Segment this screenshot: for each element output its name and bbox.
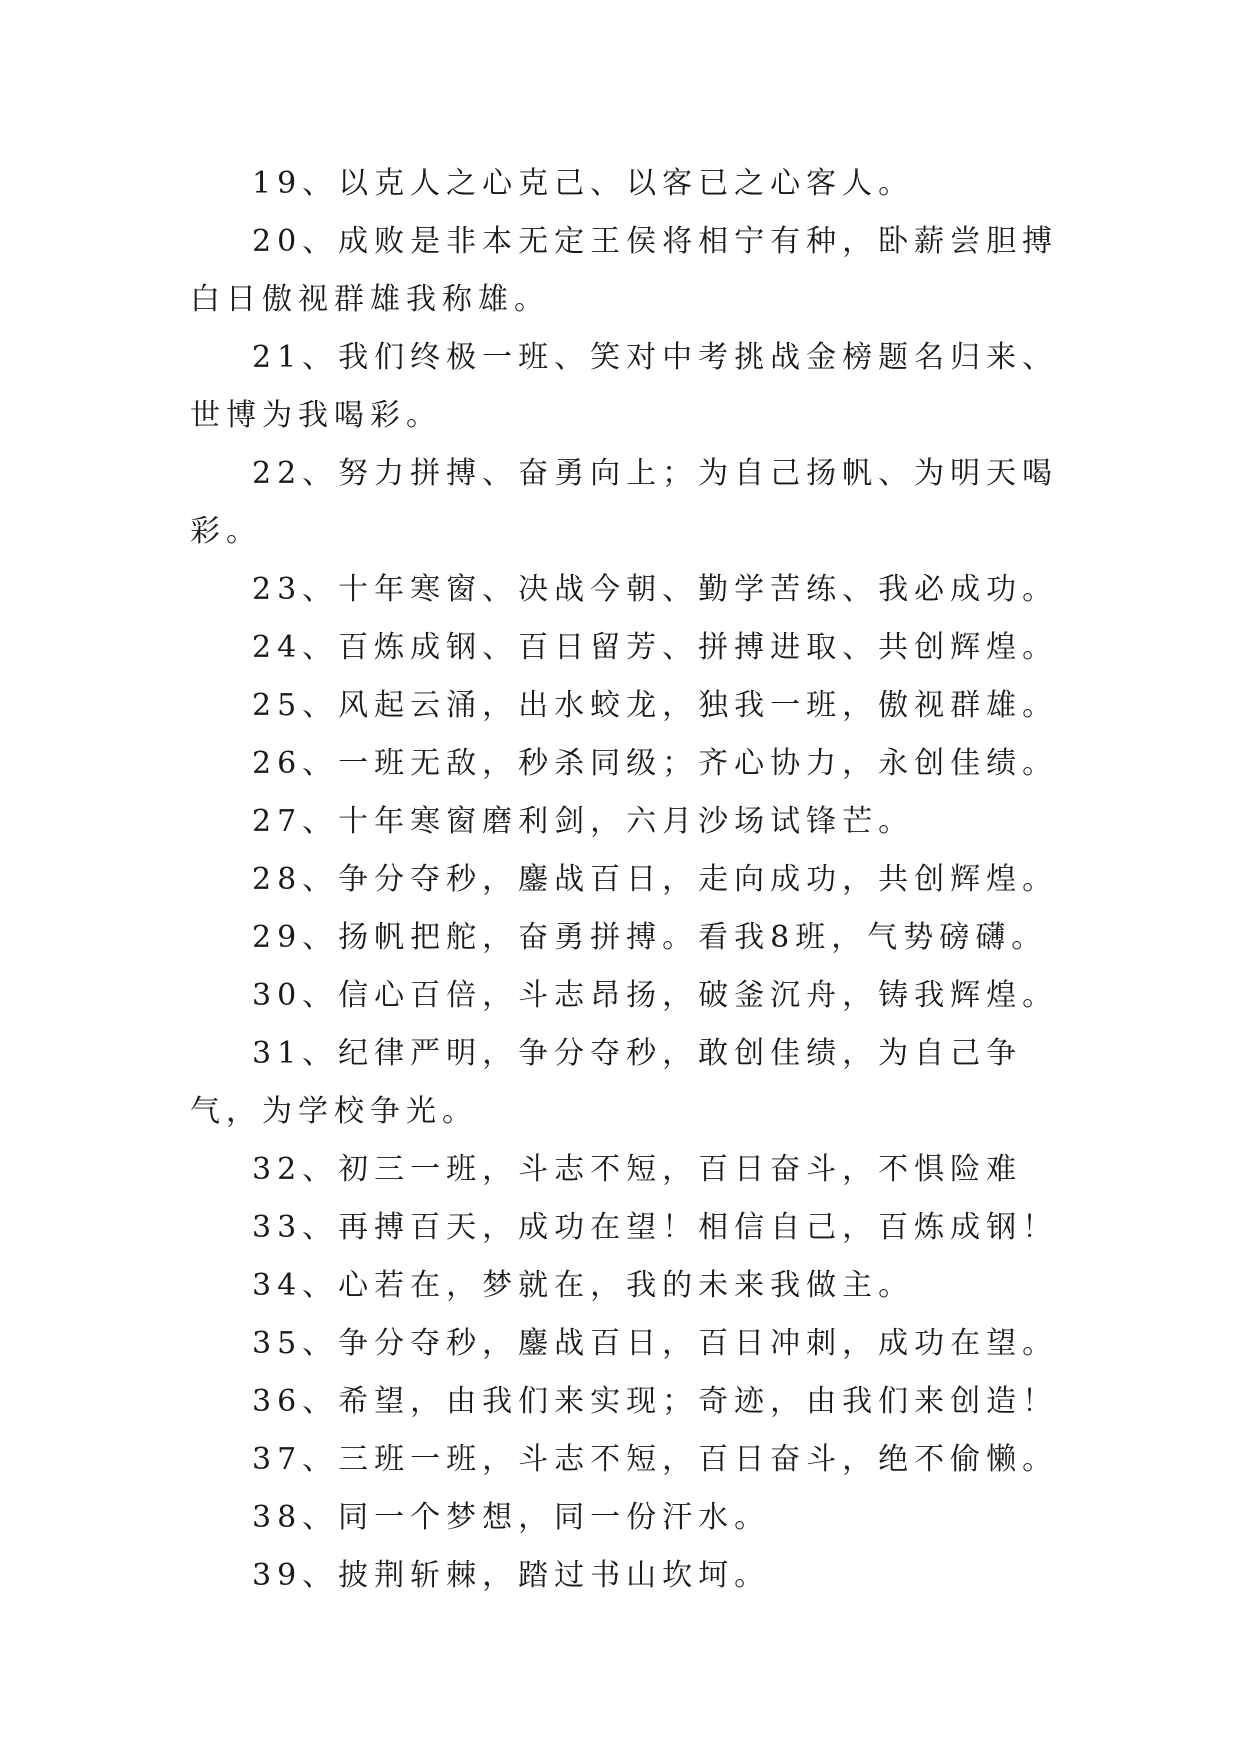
list-item: 36、希望，由我们来实现；奇迹，由我们来创造！ [252, 1384, 1059, 1419]
list-item: 34、心若在，梦就在，我的未来我做主。 [252, 1268, 915, 1303]
list-item: 27、十年寒窗磨利剑，六月沙场试锋芒。 [252, 804, 915, 839]
list-item: 23、十年寒窗、决战今朝、勤学苦练、我必成功。 [252, 572, 1059, 607]
list-item: 33、再搏百天，成功在望！相信自己，百炼成钢！ [252, 1210, 1059, 1245]
list-item: 29、扬帆把舵，奋勇拼搏。看我8班，气势磅礴。 [252, 920, 1048, 955]
list-item: 38、同一个梦想，同一份汗水。 [252, 1500, 771, 1535]
list-item: 37、三班一班，斗志不短，百日奋斗，绝不偷懒。 [252, 1442, 1059, 1477]
list-item: 21、我们终极一班、笑对中考挑战金榜题名归来、世博为我喝彩。 [190, 340, 1059, 433]
list-item: 32、初三一班，斗志不短，百日奋斗，不惧险难 [252, 1152, 1023, 1187]
list-item: 22、努力拼搏、奋勇向上；为自己扬帆、为明天喝彩。 [190, 456, 1059, 549]
list-item: 26、一班无敌，秒杀同级；齐心协力，永创佳绩。 [252, 746, 1059, 781]
list-item: 20、成败是非本无定王侯将相宁有种，卧薪尝胆搏白日傲视群雄我称雄。 [190, 224, 1059, 317]
list-item: 19、以克人之心克己、以客已之心客人。 [252, 166, 915, 201]
slogan-list [190, 155, 1070, 1605]
list-item: 25、风起云涌，出水蛟龙，独我一班，傲视群雄。 [252, 688, 1059, 723]
list-item: 30、信心百倍，斗志昂扬，破釜沉舟，铸我辉煌。 [252, 978, 1059, 1013]
list-item: 39、披荆斩棘，踏过书山坎坷。 [252, 1558, 771, 1593]
list-item: 28、争分夺秒，鏖战百日，走向成功，共创辉煌。 [252, 862, 1059, 897]
list-item: 24、百炼成钢、百日留芳、拼搏进取、共创辉煌。 [252, 630, 1059, 665]
list-item: 35、争分夺秒，鏖战百日，百日冲刺，成功在望。 [252, 1326, 1059, 1361]
list-item: 31、纪律严明，争分夺秒，敢创佳绩，为自己争气，为学校争光。 [190, 1036, 1023, 1129]
